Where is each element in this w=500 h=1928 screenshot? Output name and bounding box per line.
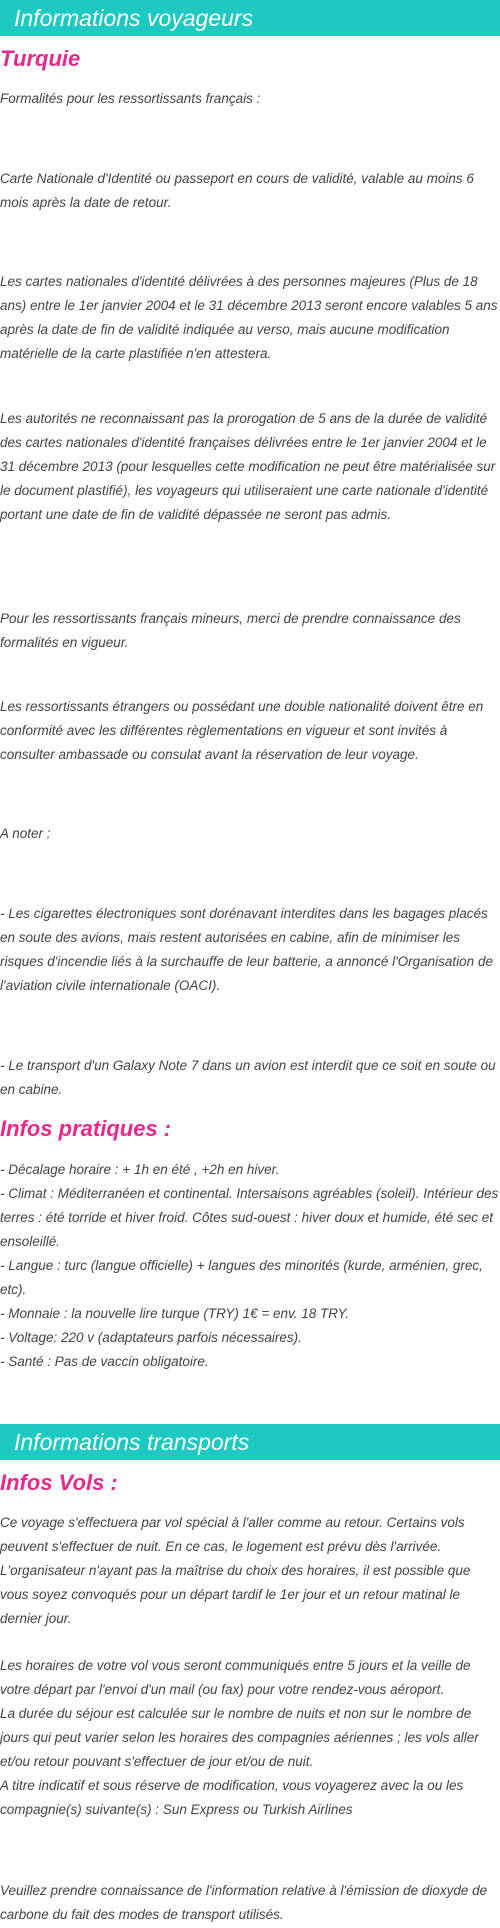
vols-heading: Infos Vols : — [0, 1470, 118, 1495]
cni-validity-text: Les cartes nationales d'identité délivrées à des personnes majeures (Plus de 18 ans) entre le 1er janvier 2004 et le 31 décembre 2013 seront encore valables 5 ans après la date de fin de validité indiquée au verso, mais aucune modification matérielle de la carte plastifiée n'en attestera. — [0, 274, 498, 361]
vols-intro-text: Ce voyage s'effectuera par vol spécial à l'aller comme au retour. Certains vols peuvent s'effectuer de nuit. En ce cas, le logement est prévu dès l'arrivée. L'organisateur n'ayant pas la maîtrise du choix des horaires, il est possible que vous soyez convoqués pour un départ tardif le 1er jour et un retour matinal le dernier jour. — [0, 1515, 471, 1626]
foreign-nationals-text: Les ressortissants étrangers ou possédant une double nationalité doivent être en conformité avec les différentes règlementations en vigueur et sont invités à consulter ambassade ou consulat avant la réservation de leur voyage. — [0, 699, 484, 762]
vols-details-list — [0, 1654, 500, 1822]
list-item-decalage: - Décalage horaire : + 1h en été , +2h en hiver. — [0, 1162, 280, 1177]
formalites-intro: Formalités pour les ressortissants français : — [0, 91, 261, 106]
pratiques-list — [0, 1158, 500, 1374]
vols-schedule-line: Les horaires de votre vol vous seront communiqués entre 5 jours et la veille de votre départ par l'envoi d'un mail (ou fax) pour votre rendez-vous aéroport. — [0, 1658, 471, 1697]
transports-banner: Informations transports — [0, 1424, 500, 1460]
pratiques-heading: Infos pratiques : — [0, 1116, 172, 1141]
vols-airlines-line: A titre indicatif et sous réserve de modification, vous voyagerez avec la ou les compagnie(s) suivante(s) : Sun Express ou Turkish Airlines — [0, 1778, 464, 1817]
e-cigarettes-note: - Les cigarettes électroniques sont dorénavant interdites dans les bagages placés en soute des avions, mais restent autorisées en cabine, afin de minimiser les risques d'incendie liés à la surchauffe de leur batterie, a annoncé l'Organisation de l'aviation civile internationale (OACI). — [0, 906, 493, 993]
list-item-sante: - Santé : Pas de vaccin obligatoire. — [0, 1354, 209, 1369]
list-item-langue: - Langue : turc (langue officielle) + langues des minorités (kurde, arménien, grec, etc). — [0, 1258, 483, 1297]
cni-passport-text: Carte Nationale d'Identité ou passeport en cours de validité, valable au moins 6 mois après la date de retour. — [0, 171, 474, 210]
vols-duration-line: La durée du séjour est calculée sur le nombre de nuits et non sur le nombre de jours qui peut varier selon les horaires des compagnies aériennes ; les vols aller et/ou retour pouvant s'effectuer de jour et/ou de nuit. — [0, 1706, 479, 1769]
co2-info-text: Veuillez prendre connaissance de l'information relative à l'émission de dioxyde de carbone du fait des modes de transport utilisés. — [0, 1883, 488, 1922]
minors-text: Pour les ressortissants français mineurs, merci de prendre connaissance des formalités en vigueur. — [0, 611, 461, 650]
country-heading: Turquie — [0, 46, 81, 71]
voyageurs-banner: Informations voyageurs — [0, 0, 500, 36]
list-item-monnaie: - Monnaie : la nouvelle lire turque (TRY) 1€ = env. 18 TRY. — [0, 1306, 350, 1321]
cni-extension-text: Les autorités ne reconnaissant pas la prorogation de 5 ans de la durée de validité des cartes nationales d'identité françaises délivrées entre le 1er janvier 2004 et le 31 décembre 2013 (pour lesquelles cette modification ne peut être matérialisée sur le document plastifié), les voyageurs qui utiliseraient une carte nationale d'identité portant une date de fin de validité dépassée ne seront pas admis. — [0, 411, 496, 522]
list-item-voltage: - Voltage: 220 v (adaptateurs parfois nécessaires). — [0, 1330, 302, 1345]
galaxy-note-note: - Le transport d'un Galaxy Note 7 dans un avion est interdit que ce soit en soute ou en cabine. — [0, 1058, 496, 1097]
note-label: A noter : — [0, 826, 51, 841]
list-item-climat: - Climat : Méditerranéen et continental. Intersaisons agréables (soleil). Intérieur des terres : été torride et hiver froid. Côtes sud-ouest : hiver doux et humide, été sec et ensoleillé. — [0, 1186, 499, 1249]
